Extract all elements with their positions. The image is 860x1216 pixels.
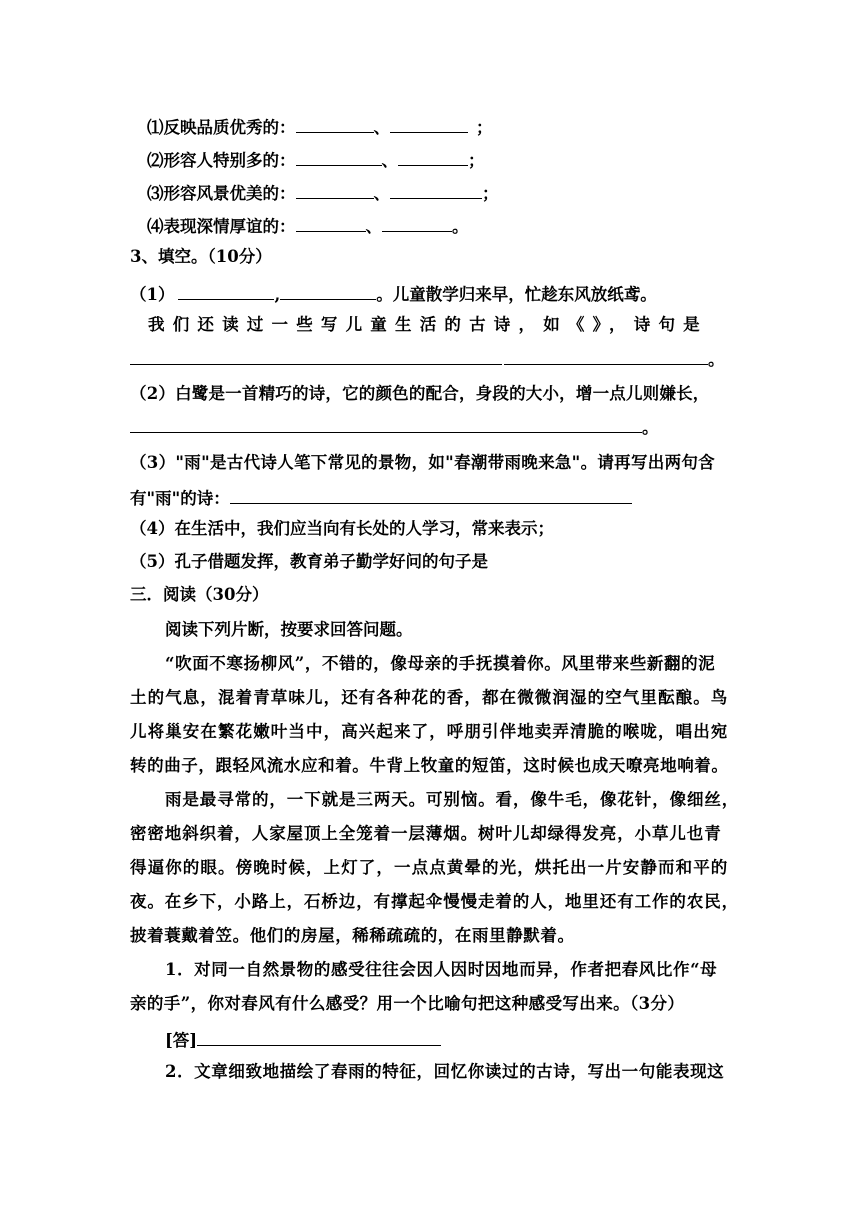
answer-blank[interactable]: [230, 486, 632, 504]
fill-q1-line2: [148, 315, 731, 335]
answer-blank[interactable]: [296, 148, 382, 166]
end-mark: ；: [482, 184, 499, 203]
reading-heading: 三．阅读（30分）: [130, 585, 269, 604]
passage-p1-line2: 土的气息，混着青草味儿，还有各种花的香，都在微微润湿的空气里酝酿。鸟: [130, 688, 729, 707]
fill-q5: （5）孔子借题发挥，教育弟子勤学好问的句子是: [130, 552, 488, 571]
item-label: ⑶形容风景优美的：: [147, 184, 296, 203]
passage-p2-line1: 雨是最寻常的，一下就是三两天。可别恼。看，像牛毛，像花针，像细丝，: [165, 790, 740, 809]
item-scenery: [147, 181, 499, 204]
passage-p2-line2: 密密地斜织着，人家屋顶上全笼着一层薄烟。树叶儿却绿得发亮，小草儿也青: [130, 824, 722, 843]
reading-q2-line1: 2．文章细致地描绘了春雨的特征，回忆你读过的古诗，写出一句能表现这: [165, 1062, 725, 1081]
item-friendship: [147, 214, 469, 237]
answer-line[interactable]: [504, 364, 708, 365]
question-number: （1）: [130, 285, 175, 304]
passage-p1-line1: “吹面不寒扬柳风”，不错的，像母亲的手抚摸着你。风里带来些新翻的泥: [165, 654, 716, 673]
answer-blank[interactable]: [178, 282, 274, 300]
answer-blank[interactable]: [390, 115, 468, 133]
answer-blank[interactable]: [296, 115, 374, 133]
fill-q3: （3）"雨"是古代诗人笔下常见的景物，如"春潮带雨晚来急"。请再写出两句含: [130, 453, 715, 472]
comma: ,: [274, 285, 281, 304]
separator: 、: [373, 118, 390, 137]
answer-blank[interactable]: [398, 148, 468, 166]
passage-p2-line3: 得逼你的眼。傍晚时候，上灯了，一点点黄晕的光，烘托出一片安静而和平的: [130, 858, 729, 877]
answer-blank[interactable]: [382, 214, 452, 232]
passage-p2-line4: 夜。在乡下，小路上，石桥边，有撑起伞慢慢走着的人，地里还有工作的农民，: [130, 892, 739, 911]
end-mark: 。: [452, 217, 469, 236]
item-quality: [147, 115, 493, 138]
answer-line[interactable]: [130, 432, 642, 433]
answer-row: [165, 1028, 441, 1051]
end-mark: ；: [476, 118, 493, 137]
passage-p2-line5: 披着蓑戴着笠。他们的房屋，稀稀疏疏的，在雨里静默着。: [130, 926, 575, 945]
fill-q1: [130, 282, 657, 305]
reading-q1-line1: 1．对同一自然景物的感受往往会因人因时因地而异，作者把春风比作“母: [165, 960, 718, 979]
passage-p1-line3: 儿将巢安在繁花嫩叶当中，高兴起来了，呼朋引伴地卖弄清脆的喉咙，唱出宛: [130, 722, 729, 741]
end-mark: 。: [708, 350, 725, 369]
fill-q4: （4）在生活中，我们应当向有长处的人学习，常来表示；: [130, 519, 554, 538]
question-text: 我们还读过一些写儿童生活的古诗，如《》，诗句是: [148, 315, 708, 334]
answer-blank[interactable]: [390, 181, 482, 199]
item-label: ⑵形容人特别多的：: [147, 151, 296, 170]
answer-blank[interactable]: [296, 181, 374, 199]
item-many-people: [147, 148, 485, 171]
poem-line: 。儿童散学归来早，忙趁东风放纸鸢。: [376, 285, 657, 304]
answer-label: [答]: [165, 1031, 198, 1050]
answer-blank[interactable]: [197, 1028, 441, 1046]
answer-blank[interactable]: [296, 214, 366, 232]
end-mark: 。: [642, 418, 659, 437]
fill-q2: （2）白鹭是一首精巧的诗，它的颜色的配合，身段的大小，增一点儿则嫌长，: [130, 384, 710, 403]
item-label: ⑷表现深情厚谊的：: [147, 217, 296, 236]
reading-instruction: 阅读下列片断，按要求回答问题。: [165, 620, 413, 639]
answer-line[interactable]: [130, 364, 502, 365]
separator: 、: [381, 151, 398, 170]
section3-heading: 3、填空。（10分）: [130, 247, 272, 266]
question-text: 有"雨"的诗：: [130, 489, 230, 508]
passage-p1-line4: 转的曲子，跟轻风流水应和着。牛背上牧童的短笛，这时候也成天嘹亮地响着。: [130, 756, 729, 775]
separator: 、: [365, 217, 382, 236]
fill-q3-line2: [130, 486, 632, 509]
end-mark: ；: [468, 151, 485, 170]
item-label: ⑴反映品质优秀的：: [147, 118, 296, 137]
reading-q1-line2: 亲的手”，你对春风有什么感受？用一个比喻句把这种感受写出来。（3分）: [130, 994, 685, 1013]
answer-blank[interactable]: [280, 282, 376, 300]
separator: 、: [373, 184, 390, 203]
